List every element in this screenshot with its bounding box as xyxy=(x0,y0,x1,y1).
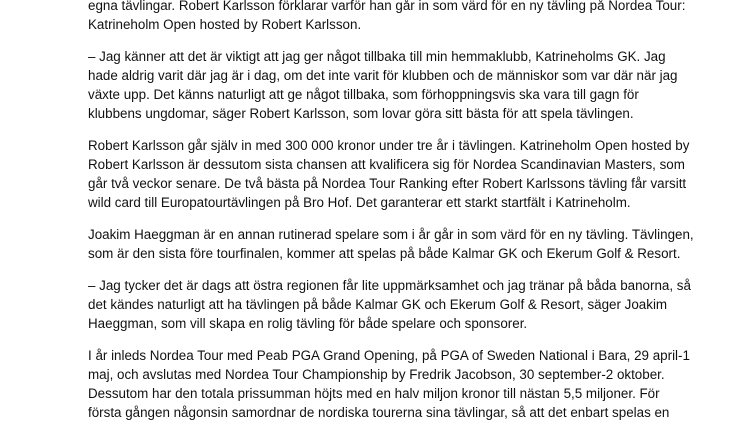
text-line: klubbens ungdomar, säger Robert Karlsson, som lovar göra sitt bästa för att spela tävlingen. xyxy=(88,106,634,121)
text-line: går två veckor senare. De två bästa på Nordea Tour Ranking efter Robert Karlssons tävling får varsitt xyxy=(88,176,687,191)
paragraph-1 xyxy=(88,0,714,34)
text-line: Robert Karlsson är dessutom sista chansen att kvalificera sig för Nordea Scandinavian Masters, som xyxy=(88,157,685,172)
text-line: Katrineholm Open hosted by Robert Karlsson. xyxy=(88,17,362,32)
paragraph-2 xyxy=(88,47,714,123)
paragraph-3 xyxy=(88,136,714,212)
text-line: – Jag känner att det är viktigt att jag ger något tillbaka till min hemmaklubb, Katrineholms GK. Jag xyxy=(88,49,666,64)
paragraph-6 xyxy=(88,346,714,422)
text-line: maj, och avslutas med Nordea Tour Championship by Fredrik Jacobson, 30 september-2 oktober. xyxy=(88,367,665,382)
text-line: det kändes naturligt att ha tävlingen på både Kalmar GK och Ekerum Golf & Resort, säger Joakim xyxy=(88,297,668,312)
text-line: växte upp. Det känns naturligt att ge något tillbaka, som förhoppningsvis ska vara till gagn för xyxy=(88,87,639,102)
text-line: Joakim Haeggman är en annan rutinerad spelare som i år går in som värd för en ny tävling. Tävlingen, xyxy=(88,227,694,242)
text-line: som är den sista före tourfinalen, kommer att spelas på både Kalmar GK och Ekerum Golf & Resort. xyxy=(88,246,681,261)
text-line: Robert Karlsson går själv in med 300 000 kronor under tre år i tävlingen. Katrineholm Open hosted by xyxy=(88,138,690,153)
paragraph-5 xyxy=(88,276,714,333)
text-line: Dessutom har den totala prissumman höjts med en halv miljon kronor till nästan 5,5 miljoner. För xyxy=(88,386,660,401)
text-line: I år inleds Nordea Tour med Peab PGA Grand Opening, på PGA of Sweden National i Bara, 29 april-1 xyxy=(88,348,690,363)
text-line: – Jag tycker det är dags att östra regionen får lite uppmärksamhet och jag tränar på båda banorna, så xyxy=(88,278,691,293)
text-line: hade aldrig varit där jag är i dag, om det inte varit för klubben och de människor som var där när jag xyxy=(88,68,678,83)
text-line: egna tävlingar. Robert Karlsson förklarar varför han går in som värd för en ny tävling på Nordea Tour: xyxy=(88,0,686,13)
paragraph-4 xyxy=(88,225,714,263)
text-line: första gången någonsin samordnar de nordiska tourerna sina tävlingar, så att det enbart spelas en xyxy=(88,405,670,420)
text-line: Haeggman, som vill skapa en rolig tävling för både spelare och sponsorer. xyxy=(88,316,528,331)
text-line: wild card till Europatourtävlingen på Bro Hof. Det garanterar ett starkt startfält i Katrineholm. xyxy=(88,195,631,210)
document-page xyxy=(88,0,714,435)
